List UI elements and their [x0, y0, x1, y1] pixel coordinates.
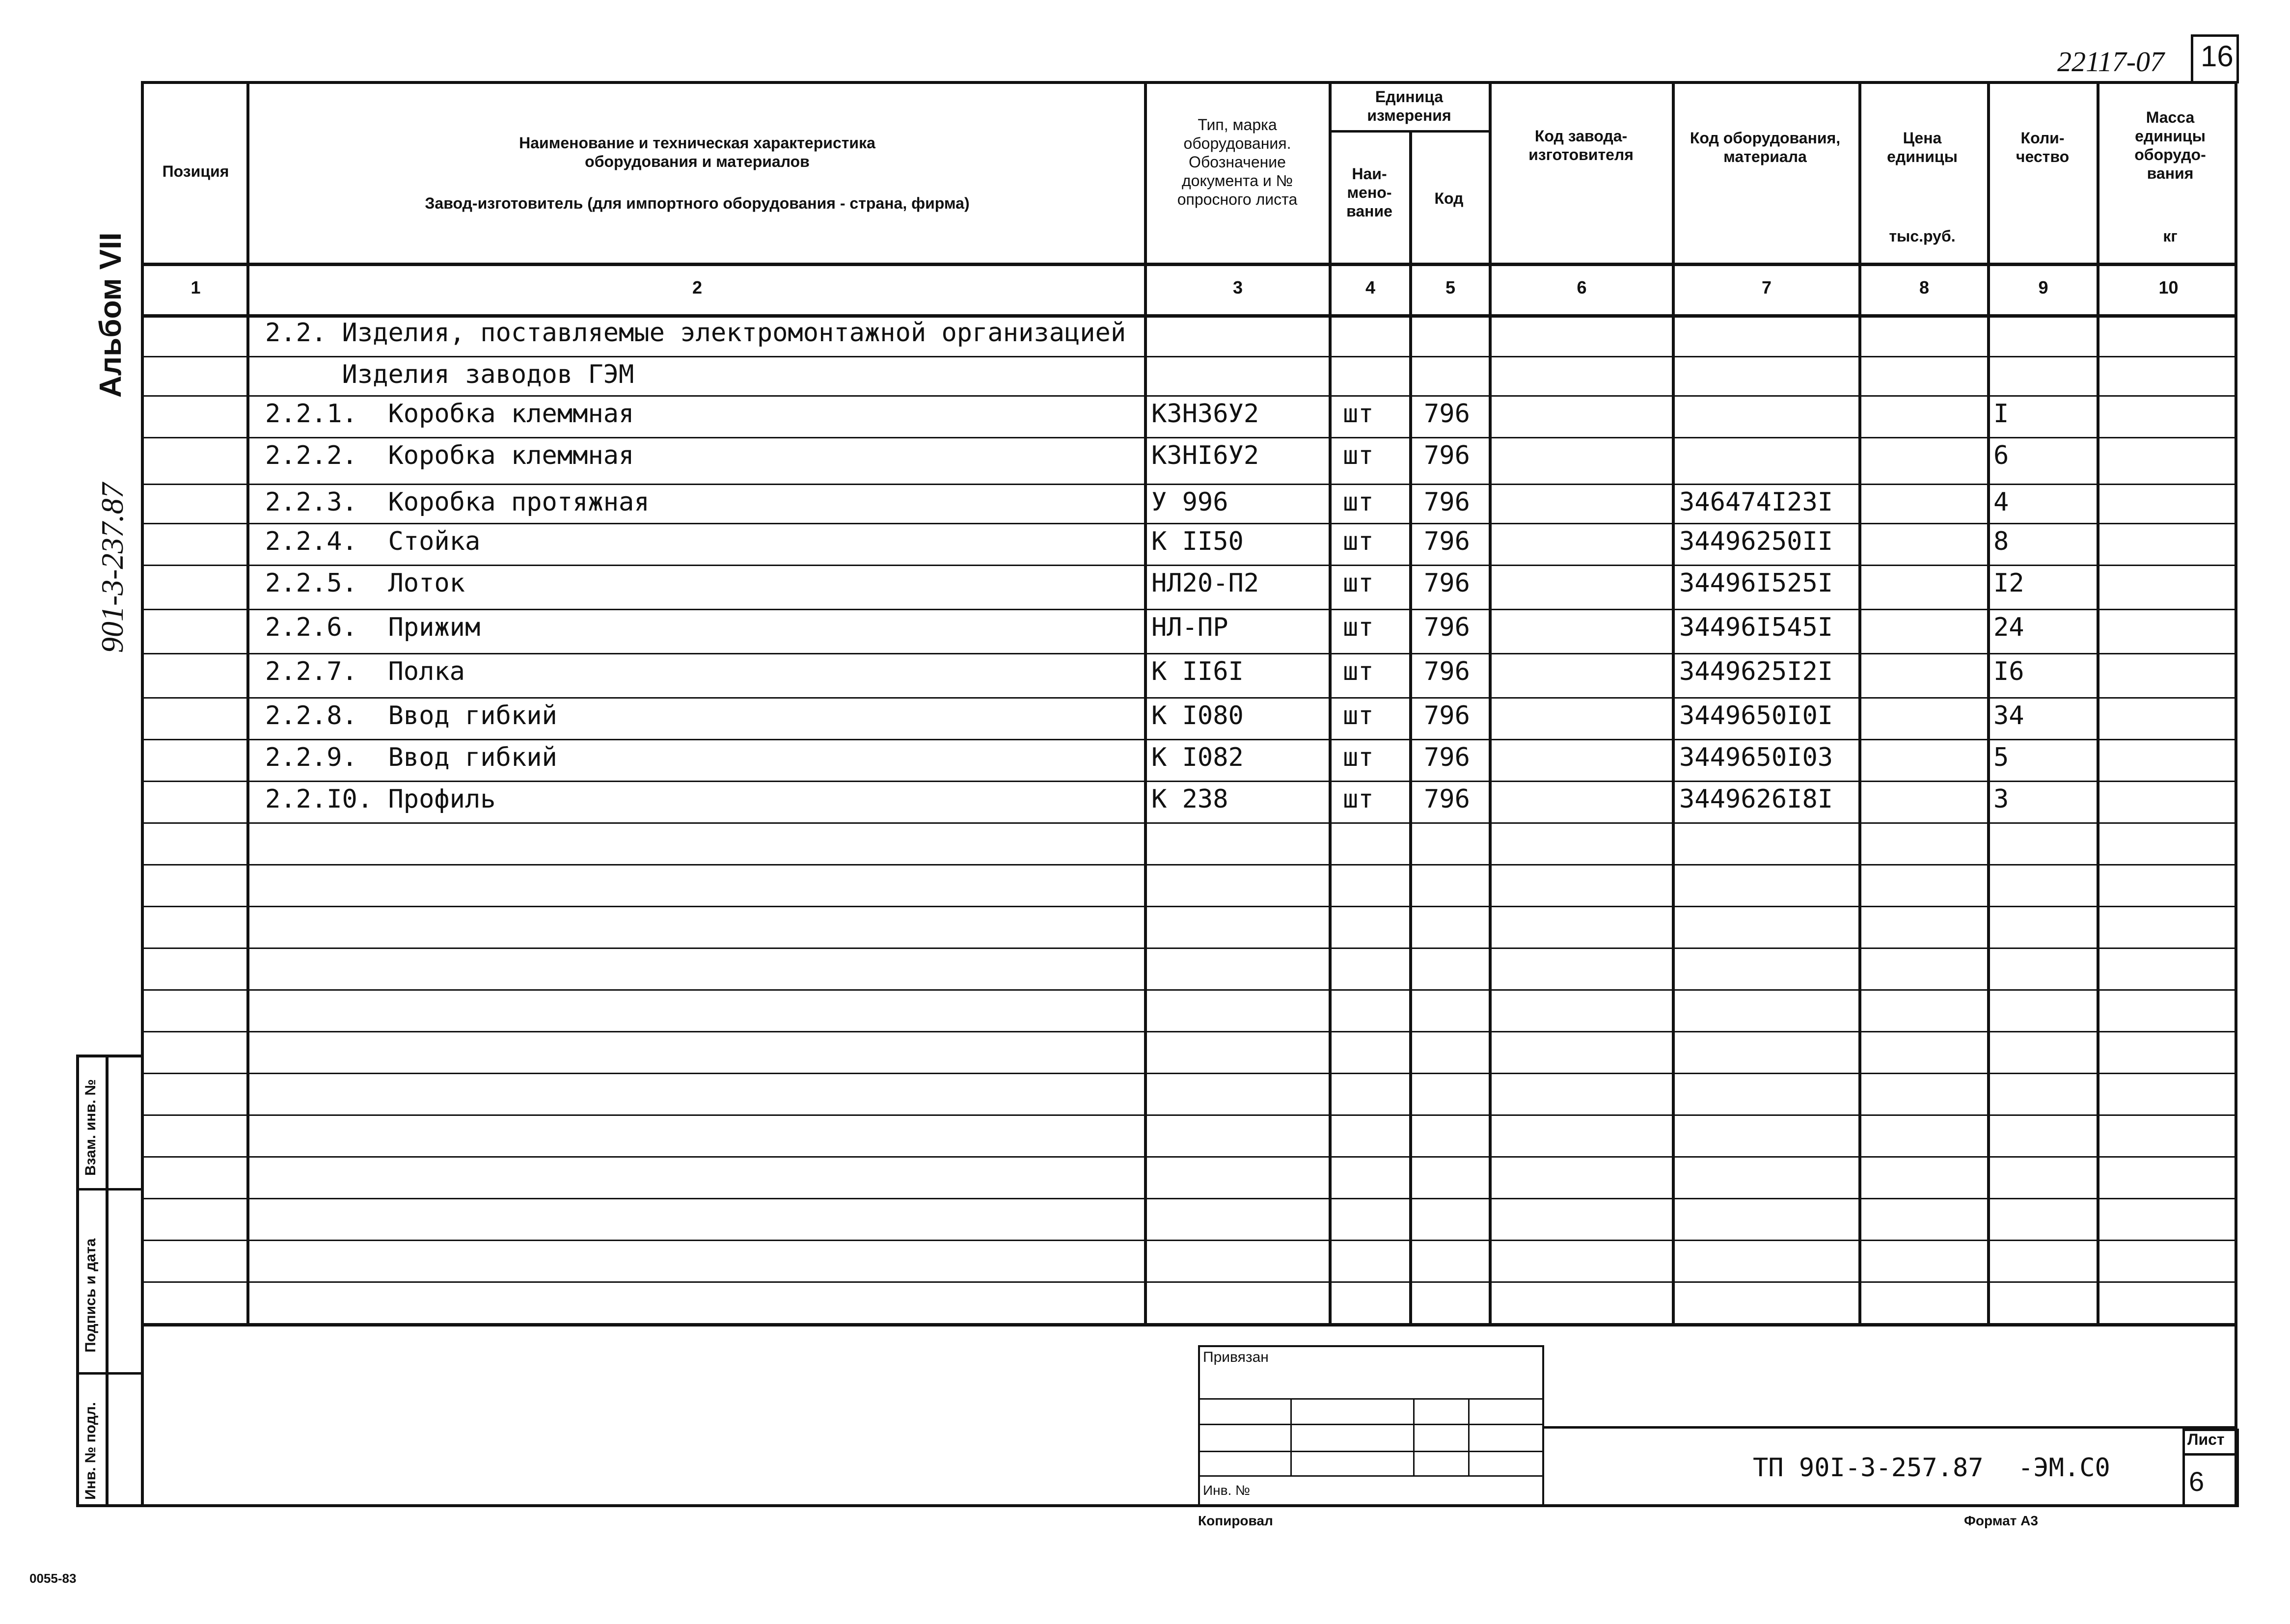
cell-unit-code: 796 — [1424, 613, 1470, 642]
cell-unit: шт — [1343, 743, 1374, 772]
side-label-vzam: Взам. инв. № — [82, 1079, 99, 1176]
approval-line-4 — [1198, 1475, 1544, 1477]
header-price: Цена единицы — [1887, 129, 1958, 165]
header-type: Тип, марка оборудования. Обозначение документа и № опросного листа — [1177, 116, 1298, 208]
cell-qty: I2 — [1993, 568, 2024, 598]
colnum-10: 10 — [2158, 277, 2179, 298]
cell-name: 2.2.7. Полка — [265, 657, 465, 686]
cell-name: 2.2.3. Коробка протяжная — [265, 487, 650, 517]
table-bottom-line — [141, 1323, 2237, 1326]
col-line-3 — [1329, 81, 1332, 1323]
row-line — [141, 781, 2237, 782]
cell-type: КЗНЗ6У2 — [1151, 399, 1259, 429]
colnum-6: 6 — [1577, 277, 1587, 298]
cell-equipment-code: 34496I545I — [1679, 613, 1833, 642]
unit-header-split — [1329, 130, 1489, 133]
cell-name: 2.2.2. Коробка клеммная — [265, 441, 634, 470]
row-line — [141, 864, 2237, 866]
cell-qty: 3 — [1993, 785, 2009, 814]
row-line — [141, 822, 2237, 824]
cell-qty: 8 — [1993, 527, 2009, 556]
doc-suffix: -ЭМ.С0 — [2018, 1453, 2110, 1483]
cell-type: У 996 — [1151, 487, 1228, 517]
cell-type: К 238 — [1151, 785, 1228, 814]
cell-name: 2.2.8. Ввод гибкий — [265, 701, 557, 731]
privyazan-label: Привязан — [1203, 1349, 1269, 1365]
cell-name: Изделия заводов ГЭМ — [265, 360, 634, 389]
row-line — [141, 739, 2237, 740]
cell-unit-code: 796 — [1424, 657, 1470, 686]
cell-unit-code: 796 — [1424, 568, 1470, 598]
row-line — [141, 1114, 2237, 1116]
cell-unit: шт — [1343, 785, 1374, 814]
cell-unit-code: 796 — [1424, 743, 1470, 772]
col-line-7 — [1858, 81, 1861, 1323]
cell-unit-code: 796 — [1424, 701, 1470, 731]
row-line — [141, 1240, 2237, 1241]
cell-qty: I6 — [1993, 657, 2024, 686]
col-line-6 — [1672, 81, 1675, 1323]
cell-unit: шт — [1343, 613, 1374, 642]
list-number: 6 — [2189, 1466, 2205, 1497]
cell-name: 2.2.I0. Профиль — [265, 785, 496, 814]
cell-equipment-code: 3449626I8I — [1679, 785, 1833, 814]
approval-line-3 — [1198, 1451, 1544, 1452]
cell-name: 2.2. Изделия, поставляемые электромонтажной организацией — [265, 318, 1126, 348]
cell-type: НЛ20-П2 — [1151, 568, 1259, 598]
cell-unit: шт — [1343, 399, 1374, 429]
cell-unit-code: 796 — [1424, 399, 1470, 429]
header-name-line3: Завод-изготовитель (для импортного оборудования - страна, фирма) — [425, 194, 970, 212]
header-name-line2: оборудования и материалов — [585, 153, 810, 170]
col-line-1 — [246, 81, 249, 1323]
header-equipment-code: Код оборудования, материала — [1690, 129, 1841, 165]
row-line — [141, 947, 2237, 949]
row-line — [141, 356, 2237, 357]
col-line-5 — [1489, 81, 1492, 1323]
list-label: Лист — [2187, 1431, 2225, 1448]
cell-unit: шт — [1343, 527, 1374, 556]
cell-equipment-code: 3449650I0I — [1679, 701, 1833, 731]
cell-unit: шт — [1343, 657, 1374, 686]
cell-qty: 24 — [1993, 613, 2024, 642]
cell-qty: 6 — [1993, 441, 2009, 470]
header-unit-code: Код — [1434, 189, 1464, 207]
colnum-1: 1 — [191, 277, 201, 298]
title-block-top — [1544, 1426, 2237, 1429]
col-line-8 — [1987, 81, 1990, 1323]
cell-qty: 34 — [1993, 701, 2024, 731]
header-unit-name: Наи-мено-вание — [1346, 165, 1392, 220]
cell-equipment-code: 3449625I2I — [1679, 657, 1833, 686]
side-stamp-sep-2 — [76, 1372, 144, 1375]
format-label: Формат А3 — [1964, 1513, 2038, 1528]
header-qty: Коли-чество — [2016, 129, 2070, 165]
row-line — [141, 1198, 2237, 1199]
row-line — [141, 523, 2237, 524]
cell-name: 2.2.9. Ввод гибкий — [265, 743, 557, 772]
inv-no-label: Инв. № — [1203, 1483, 1251, 1498]
header-mass: Масса единицы оборудо-вания — [2134, 108, 2206, 182]
colnum-3: 3 — [1232, 277, 1243, 298]
row-line — [141, 653, 2237, 654]
cell-qty: 5 — [1993, 743, 2009, 772]
approval-vline-2 — [1413, 1398, 1415, 1475]
cell-type: К I082 — [1151, 743, 1244, 772]
list-box-split — [2182, 1453, 2239, 1456]
header-bottom-line — [141, 263, 2237, 266]
album-label: Альбом VII — [94, 232, 128, 398]
row-line — [141, 437, 2237, 438]
cell-equipment-code: 3449650I03 — [1679, 743, 1833, 772]
cell-unit-code: 796 — [1424, 487, 1470, 517]
project-code-side: 901-3-237.87 — [95, 483, 130, 653]
header-factory-code: Код завода-изготовителя — [1528, 127, 1634, 163]
cell-unit: шт — [1343, 487, 1374, 517]
row-line — [141, 565, 2237, 566]
approval-vline-3 — [1468, 1398, 1470, 1475]
cell-unit-code: 796 — [1424, 441, 1470, 470]
side-label-inv: Инв. № подл. — [82, 1402, 99, 1500]
colnum-bottom-line — [141, 314, 2237, 318]
row-line — [141, 1156, 2237, 1158]
kopiroval-label: Копировал — [1198, 1513, 1273, 1528]
cell-equipment-code: 34496250II — [1679, 527, 1833, 556]
row-line — [141, 609, 2237, 610]
header-unit: Единица измерения — [1367, 88, 1451, 124]
colnum-8: 8 — [1919, 277, 1930, 298]
row-line — [141, 395, 2237, 397]
row-line — [141, 1031, 2237, 1032]
cell-type: К II50 — [1151, 527, 1244, 556]
cell-name: 2.2.6. Прижим — [265, 613, 481, 642]
cell-qty: I — [1993, 399, 2009, 429]
side-stamp-divider — [106, 1055, 109, 1507]
cell-unit-code: 796 — [1424, 527, 1470, 556]
sheet-top-number: 16 — [2201, 40, 2234, 73]
doc-number-top: 22117-07 — [2057, 46, 2165, 78]
side-label-podpis: Подпись и дата — [82, 1238, 99, 1353]
cell-type: К I080 — [1151, 701, 1244, 731]
colnum-4: 4 — [1365, 277, 1376, 298]
header-name-line1: Наименование и техническая характеристика — [519, 134, 875, 152]
cell-unit-code: 796 — [1424, 785, 1470, 814]
row-line — [141, 484, 2237, 485]
row-line — [141, 906, 2237, 907]
row-line — [141, 989, 2237, 991]
col-line-2 — [1144, 81, 1147, 1323]
colnum-7: 7 — [1761, 277, 1772, 298]
header-position: Позиция — [162, 162, 229, 180]
approval-vline-1 — [1290, 1398, 1292, 1475]
cell-equipment-code: 346474I23I — [1679, 487, 1833, 517]
header-mass-unit: кг — [2163, 227, 2178, 245]
cell-qty: 4 — [1993, 487, 2009, 517]
header-price-unit: тыс.руб. — [1889, 227, 1956, 245]
doc-code: ТП 90I-3-257.87 — [1753, 1453, 1984, 1483]
cell-unit: шт — [1343, 701, 1374, 731]
side-stamp-sep-1 — [76, 1188, 144, 1191]
approval-line-1 — [1198, 1398, 1544, 1400]
cell-type: НЛ-ПР — [1151, 613, 1228, 642]
cell-name: 2.2.1. Коробка клеммная — [265, 399, 634, 429]
corner-code: 0055-83 — [29, 1571, 77, 1586]
colnum-5: 5 — [1445, 277, 1456, 298]
col-line-9 — [2097, 81, 2099, 1323]
cell-type: КЗНI6У2 — [1151, 441, 1259, 470]
row-line — [141, 1281, 2237, 1283]
cell-name: 2.2.5. Лоток — [265, 568, 465, 598]
cell-name: 2.2.4. Стойка — [265, 527, 481, 556]
col-line-4 — [1409, 133, 1412, 1323]
row-line — [141, 1073, 2237, 1074]
colnum-2: 2 — [692, 277, 703, 298]
approval-line-2 — [1198, 1424, 1544, 1425]
cell-type: К II6I — [1151, 657, 1244, 686]
row-line — [141, 697, 2237, 699]
cell-equipment-code: 34496I525I — [1679, 568, 1833, 598]
cell-unit: шт — [1343, 441, 1374, 470]
cell-unit: шт — [1343, 568, 1374, 598]
colnum-9: 9 — [2038, 277, 2048, 298]
